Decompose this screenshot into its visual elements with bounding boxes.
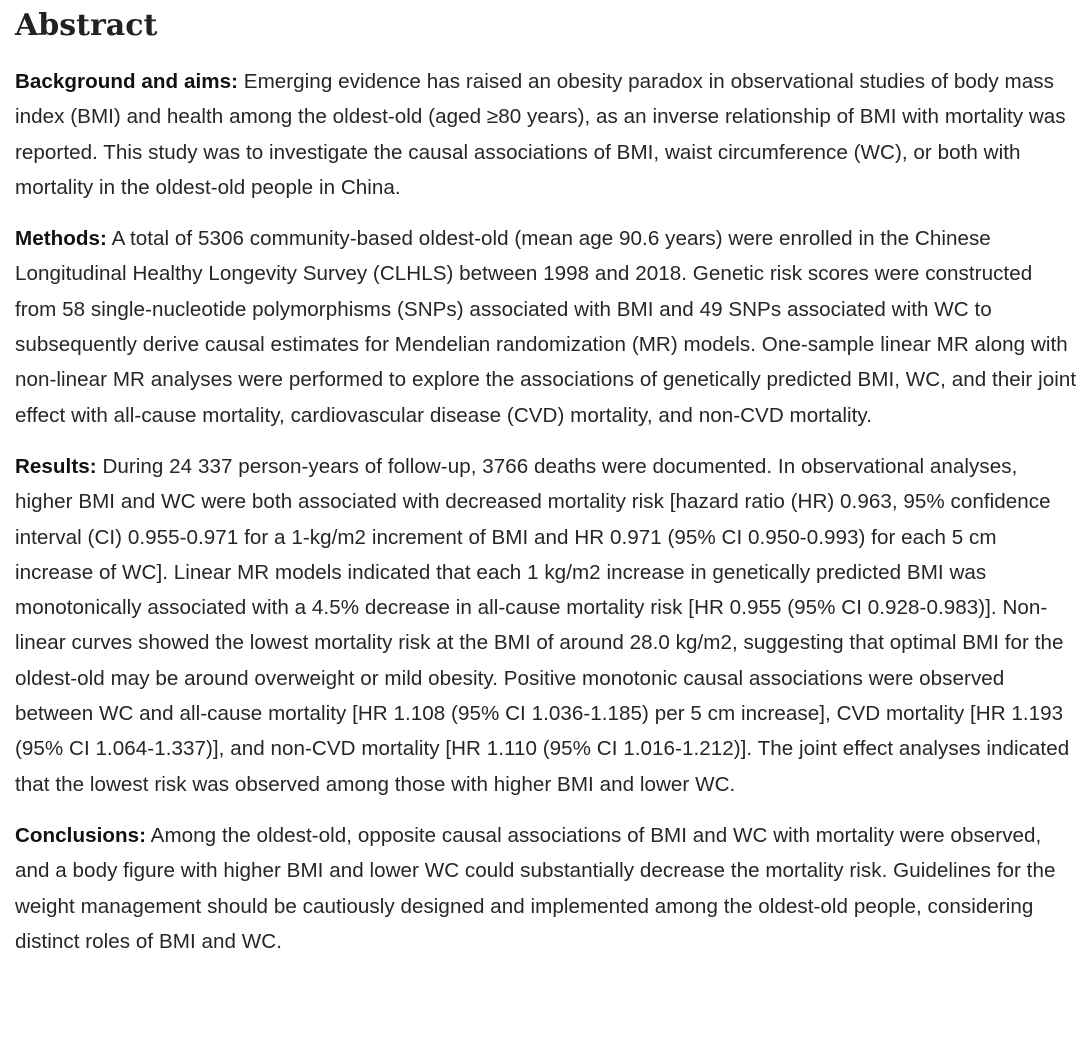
methods-label: Methods: [15,227,107,251]
background-and-aims-label: Background and aims: [15,70,238,93]
conclusions-label: Conclusions: [15,823,147,847]
abstract-heading: Abstract [15,8,158,43]
abstract-section [15,6,1077,975]
background-and-aims-paragraph [15,64,1077,205]
results-label: Results: [15,454,97,478]
results-text: During 24 337 person-years of follow-up, 3766 deaths were documented. In observational analyses, higher BMI and WC were both associated with decreased mortality risk [hazard ratio (HR) 0.963, 95% confidence interval (CI) 0.955-0.971 for a 1-kg/m2 increment of BMI and HR 0.971 (95% CI 0.950-0.993) for each 5 cm increase of WC]. Linear MR models indicated that each 1 kg/m2 increase in genetically predicted BMI was monotonically associated with a 4.5% decrease in all-cause mortality risk [HR 0.955 (95% CI 0.928-0.983)]. Non-linear curves showed the lowest mortality risk at the BMI of around 28.0 kg/m2, suggesting that optimal BMI for the oldest-old may be around overweight or mild obesity. Positive monotonic causal associations were observed between WC and all-cause mortality [HR 1.108 (95% CI 1.036-1.185) per 5 cm increase], CVD mortality [HR 1.193 (95% CI 1.064-1.337)], and non-CVD mortality [HR 1.110 (95% CI 1.016-1.212)]. The joint effect analyses indicated that the lowest risk was observed among those with higher BMI and lower WC. [15,454,1070,796]
results-paragraph [15,449,1077,802]
conclusions-paragraph [15,818,1077,959]
conclusions-text: Among the oldest-old, opposite causal associations of BMI and WC with mortality were observed, and a body figure with higher BMI and lower WC could substantially decrease the mortality risk. Guidelines for the weight management should be cautiously designed and implemented among the oldest-old people, considering distinct roles of BMI and WC. [15,823,1056,953]
methods-text: A total of 5306 community-based oldest-old (mean age 90.6 years) were enrolled in the Chinese Longitudinal Healthy Longevity Survey (CLHLS) between 1998 and 2018. Genetic risk scores were constructed from 58 single-nucleotide polymorphisms (SNPs) associated with BMI and 49 SNPs associated with WC to subsequently derive causal estimates for Mendelian randomization (MR) models. One-sample linear MR along with non-linear MR analyses were performed to explore the associations of genetically predicted BMI, WC, and their joint effect with all-cause mortality, cardiovascular disease (CVD) mortality, and non-CVD mortality. [15,227,1077,427]
background-and-aims-text: Emerging evidence has raised an obesity paradox in observational studies of body mass index (BMI) and health among the oldest-old (aged ≥80 years), as an inverse relationship of BMI with mortality was reported. This study was to investigate the causal associations of BMI, waist circumference (WC), or both with mortality in the oldest-old people in China. [15,70,1066,199]
methods-paragraph [15,221,1077,433]
